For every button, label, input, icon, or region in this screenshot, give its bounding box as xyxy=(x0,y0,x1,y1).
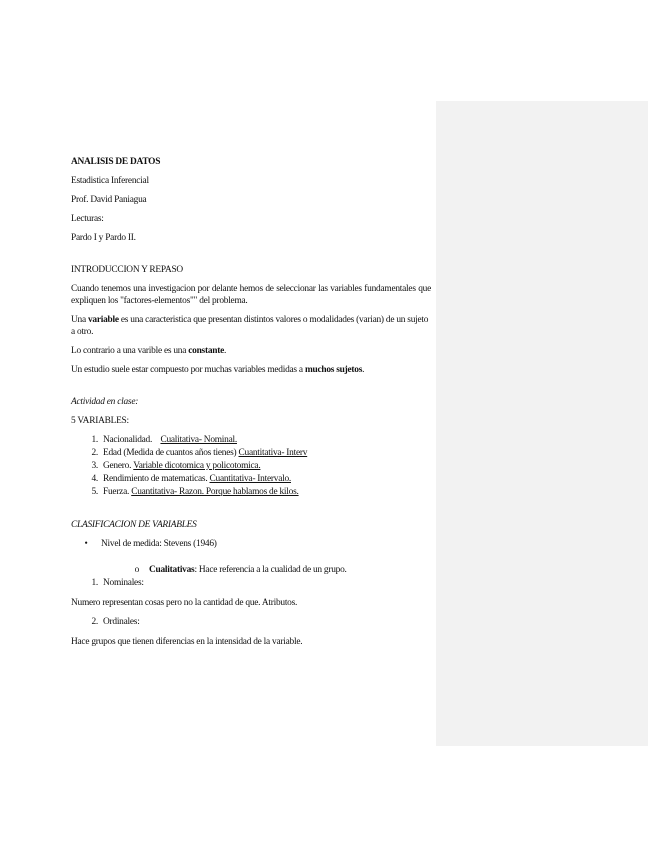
list-sep xyxy=(152,434,160,446)
text-run: Un estudio suele estar compuesto por muchas variables medidas a xyxy=(71,365,305,375)
list-item xyxy=(71,434,431,446)
list-note: Cuantitativa- Razon. Porque hablamos de kilos. xyxy=(131,487,299,497)
classification-heading: CLASIFICACION DE VARIABLES xyxy=(71,520,197,530)
list-number: 4. xyxy=(91,474,98,484)
list-text: Rendimiento de matematicas. xyxy=(103,474,210,484)
nominal-description: Numero representan cosas pero no la cantidad de que. Atributos. xyxy=(71,598,298,608)
bullet-icon: • xyxy=(84,539,88,549)
subject-line: Estadistica Inferencial xyxy=(71,176,149,186)
list-text: Ordinales: xyxy=(103,617,140,627)
text-run: es una caracteristica que presentan distintos valores o modalidades (varian) de un sujeto a otro. xyxy=(71,315,429,337)
bold-term: variable xyxy=(87,315,119,325)
readings-label: Lecturas: xyxy=(71,214,104,224)
document-title: ANALISIS DE DATOS xyxy=(71,157,161,167)
bold-term: constante xyxy=(188,346,225,356)
list-note: Cuantitativa- Intervalo. xyxy=(209,474,291,484)
list-item xyxy=(71,473,431,485)
list-number: 1. xyxy=(91,578,98,588)
variables-list xyxy=(71,434,431,498)
list-text: Genero. xyxy=(103,461,134,471)
variables-count-label: 5 VARIABLES: xyxy=(71,416,129,426)
list-text: Fuerza. xyxy=(103,487,132,497)
nominal-item xyxy=(71,577,431,589)
intro-heading: INTRODUCCION Y REPASO xyxy=(71,265,183,275)
qualitative-sub-item xyxy=(71,564,431,576)
ordinal-description: Hace grupos que tienen diferencias en la intensidad de la variable. xyxy=(71,637,303,647)
intro-paragraph-2 xyxy=(71,314,431,338)
sub-text: : Hace referencia a la cualidad de un grupo. xyxy=(194,565,347,575)
list-number: 3. xyxy=(91,461,98,471)
list-note: Variable dicotomica y policotomica. xyxy=(133,461,261,471)
list-item xyxy=(71,486,431,498)
list-text: Nominales: xyxy=(103,578,144,588)
text-run: . xyxy=(224,346,227,356)
ordinal-item xyxy=(71,616,431,628)
bold-term: muchos sujetos xyxy=(304,365,363,375)
bold-term: Cualitativas xyxy=(149,565,195,575)
list-item xyxy=(71,447,431,459)
list-text: Edad (Medida de cuantos años tienes) xyxy=(103,448,239,458)
intro-paragraph-3 xyxy=(71,345,431,357)
intro-paragraph-4 xyxy=(71,364,431,376)
list-number: 2. xyxy=(91,617,98,627)
bullet-text: Nivel de medida: Stevens (1946) xyxy=(101,539,217,549)
comment-pane xyxy=(436,101,648,746)
readings-line: Pardo I y Pardo II. xyxy=(71,233,136,243)
list-number: 2. xyxy=(91,448,98,458)
activity-heading: Actividad en clase: xyxy=(71,397,139,407)
list-number: 1. xyxy=(91,435,98,445)
list-note: Cuantitativa- Interv xyxy=(238,448,308,458)
level-bullet-item xyxy=(71,538,431,550)
text-run: Lo contrario a una varible es una xyxy=(71,346,189,356)
list-number: 5. xyxy=(91,487,98,497)
text-run: . xyxy=(362,365,365,375)
list-text: Nacionalidad. xyxy=(103,435,153,445)
intro-paragraph-1: Cuando tenemos una investigacion por delante hemos de seleccionar las variables fundamentales que expliquen los "factores-elementos"" del problema. xyxy=(71,284,431,306)
circle-bullet-icon: o xyxy=(134,565,139,575)
list-note: Cualitativa- Nominal. xyxy=(160,435,237,445)
list-item xyxy=(71,460,431,472)
text-run: Una xyxy=(71,315,88,325)
professor-line: Prof. David Paniagua xyxy=(71,195,147,205)
document-page xyxy=(71,156,431,655)
